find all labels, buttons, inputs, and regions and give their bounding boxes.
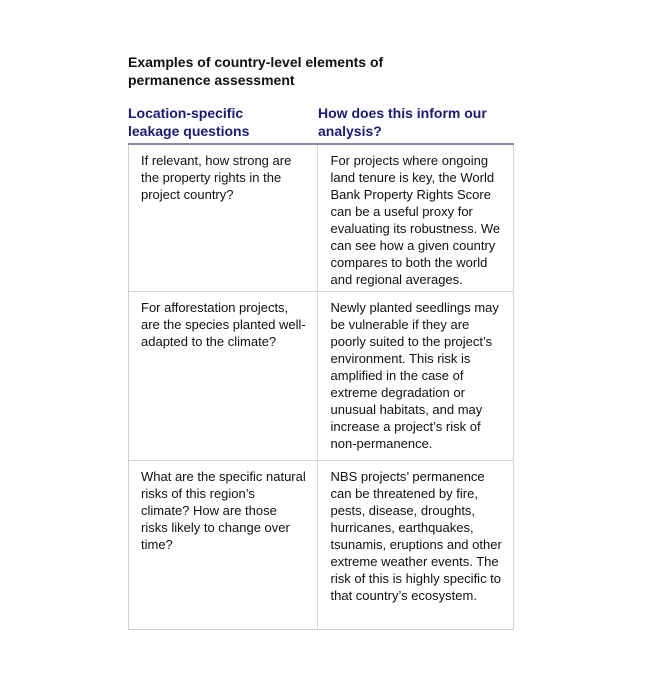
- question-cell: For afforestation projects, are the species planted well-adapted to the climate?: [129, 292, 318, 460]
- table-row: [129, 145, 513, 291]
- table-row: [129, 291, 513, 460]
- question-cell: If relevant, how strong are the property rights in the project country?: [129, 145, 318, 291]
- table-title: Examples of country-level elements of permanence assessment: [128, 54, 384, 88]
- permanence-table: [128, 145, 514, 630]
- column-header-analysis: How does this inform our analysis?: [318, 105, 487, 139]
- answer-cell: For projects where ongoing land tenure is key, the World Bank Property Rights Score can be a useful proxy for evaluating its robustness. We can see how a given country compares to both the world and regional averages.: [330, 153, 501, 287]
- table-row: [129, 460, 513, 629]
- answer-cell: Newly planted seedlings may be vulnerable if they are poorly suited to the project’s environment. This risk is amplified in the case of extreme degradation or unusual habitats, and may increase a project’s risk of non-permanence.: [330, 300, 499, 451]
- column-header-questions: Location-specific leakage questions: [128, 105, 250, 139]
- question-cell: What are the specific natural risks of this region’s climate? How are those risks likely to change over time?: [129, 461, 318, 629]
- answer-cell: NBS projects’ permanence can be threatened by fire, pests, disease, droughts, hurricanes, earthquakes, tsunamis, eruptions and other extreme weather events. The risk of this is highly specific to that country’s ecosystem.: [330, 469, 502, 603]
